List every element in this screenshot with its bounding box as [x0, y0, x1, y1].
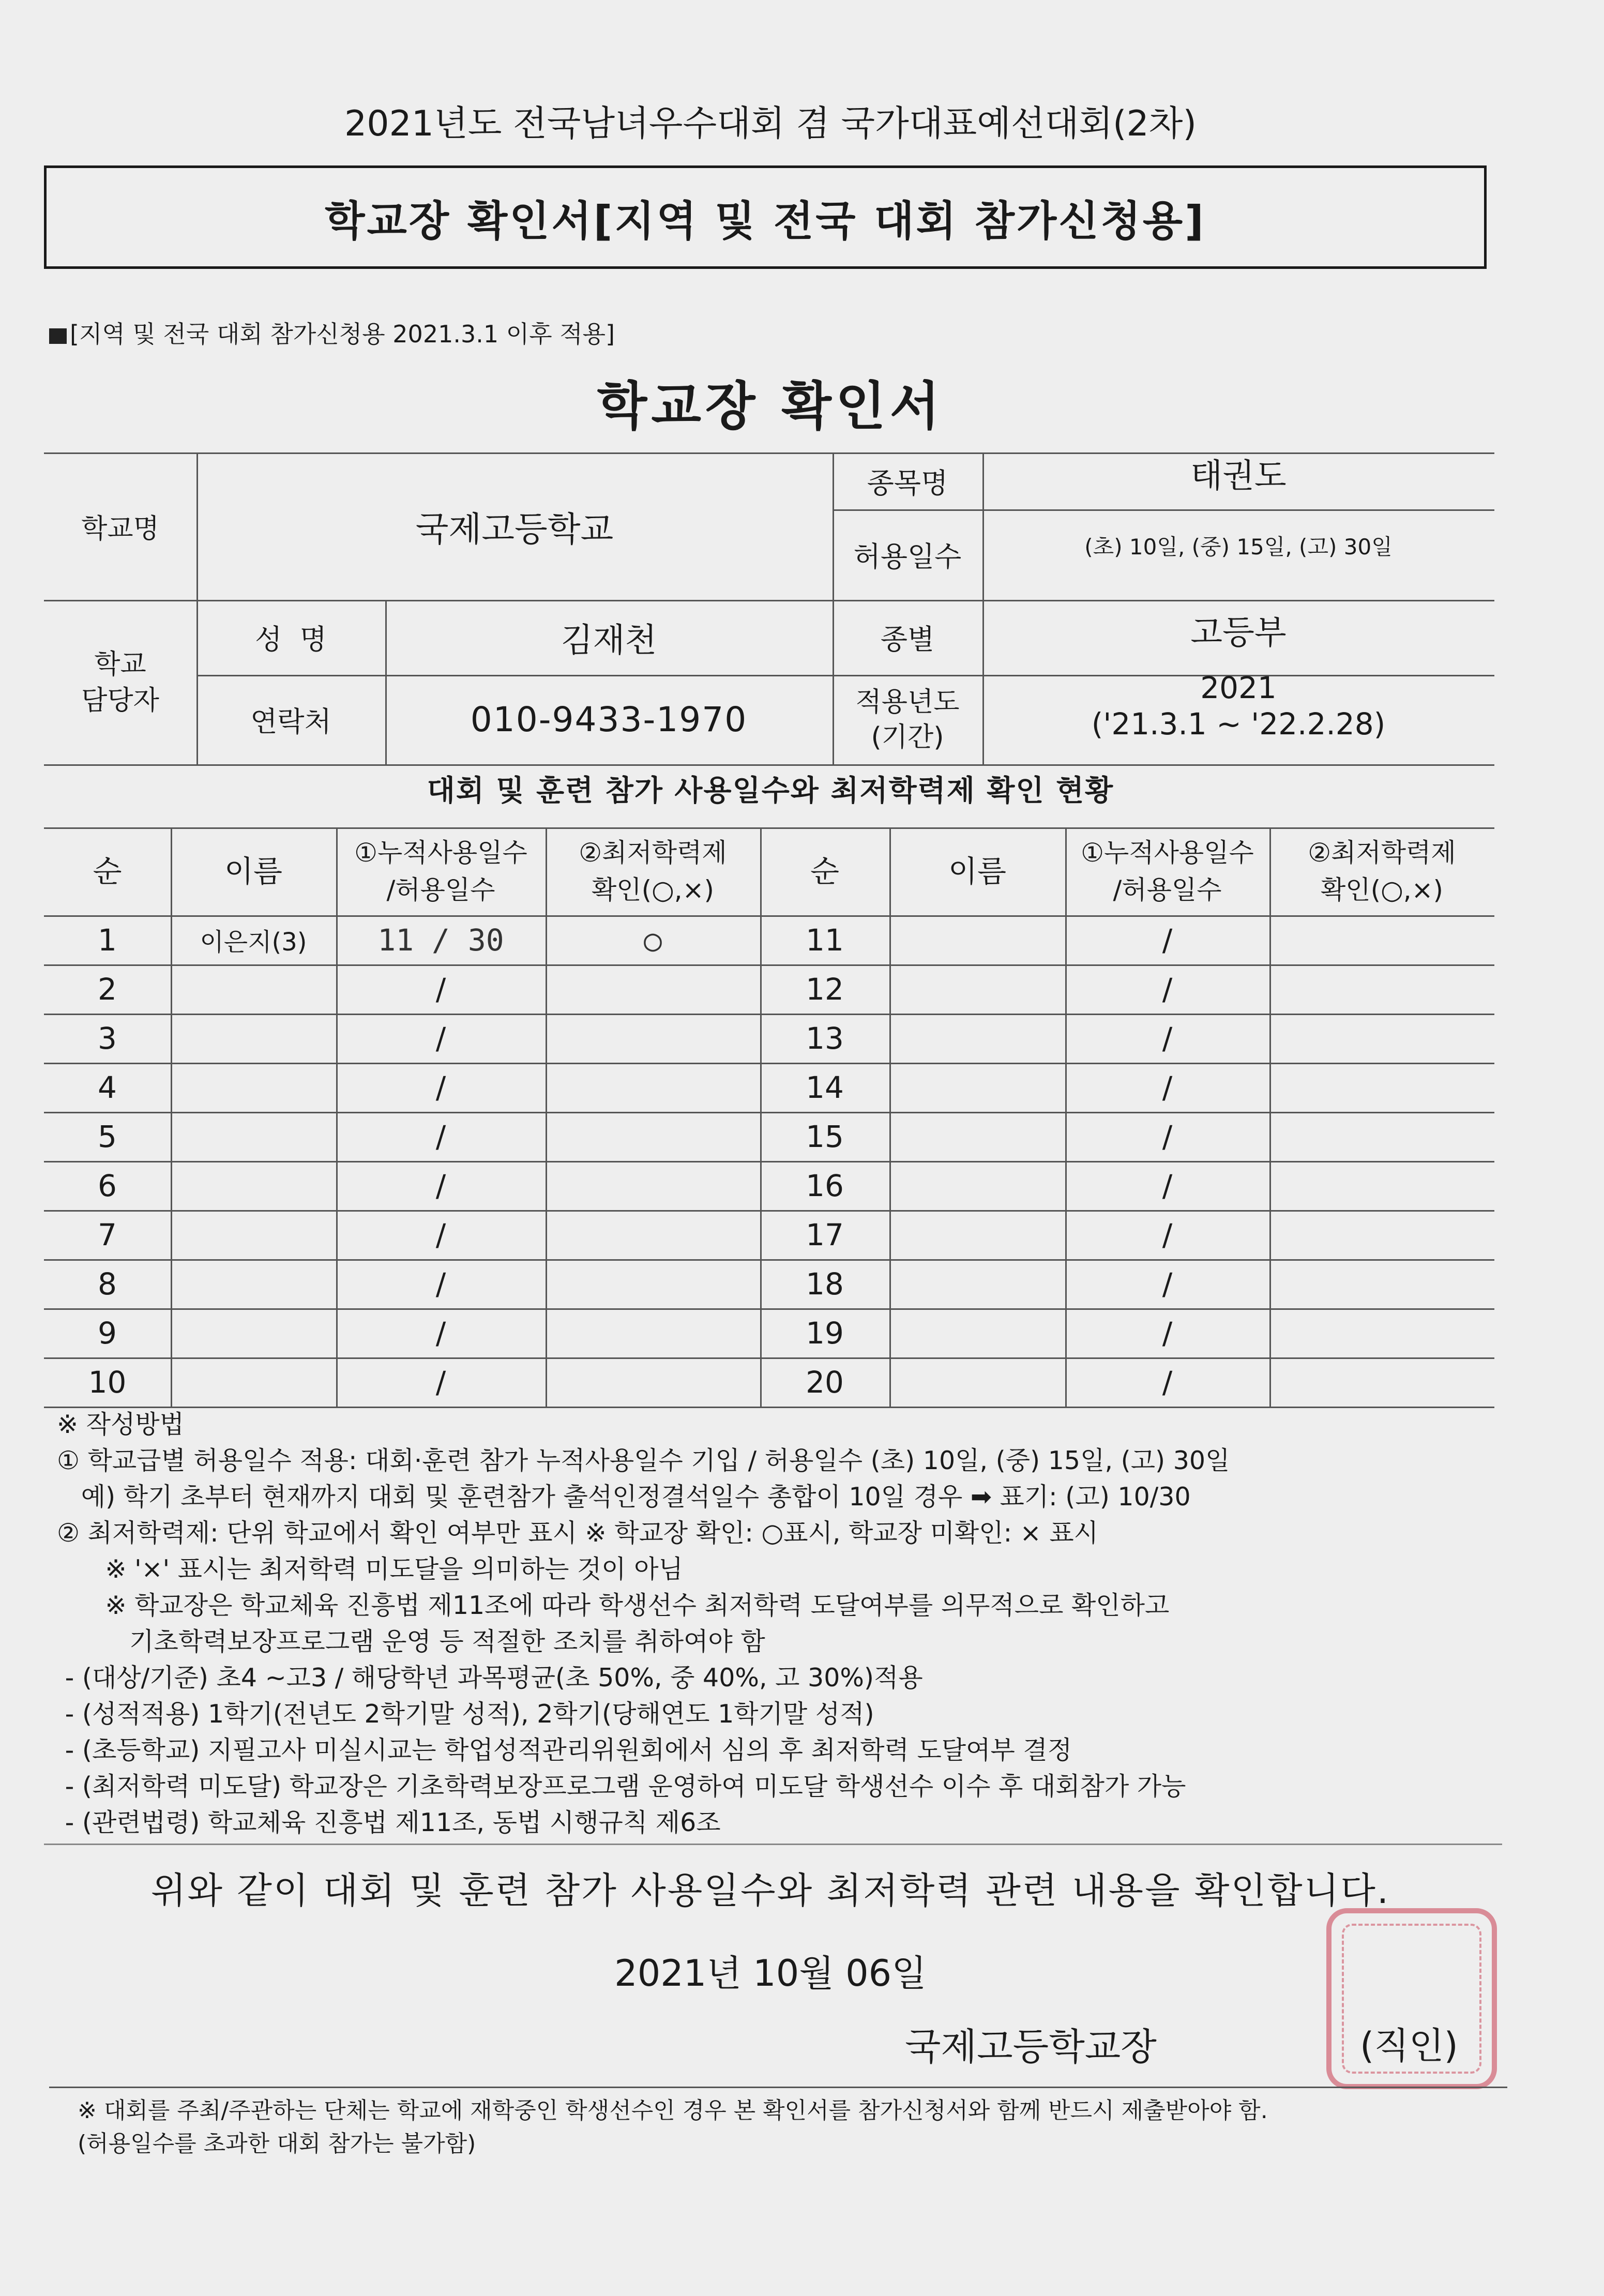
- principal-title: 국제고등학교장: [905, 2025, 1157, 2068]
- allowed-label: 허용일수: [853, 540, 962, 573]
- grid-cell-name: [171, 1357, 336, 1407]
- grid-cell-check: [546, 1259, 760, 1308]
- grid-cell-check: [546, 1357, 760, 1407]
- grid-header-name: 이름: [224, 854, 283, 889]
- form-note: [49, 315, 615, 350]
- grid-cell-no: 19: [806, 1315, 844, 1351]
- form-note-text: [지역 및 전국 대회 참가신청용 2021.3.1 이후 적용]: [70, 320, 615, 348]
- footer-line: ※ 대회를 주최/주관하는 단체는 학교에 재학중인 학생선수인 경우 본 확인서를 참가신청서와 함께 반드시 제출받아야 함.: [78, 2097, 1268, 2124]
- grid-cell-days: /: [435, 971, 446, 1007]
- document-title-box: 학교장 확인서[지역 및 전국 대회 참가신청용]: [44, 165, 1487, 269]
- confirm-statement: 위와 같이 대회 및 훈련 참가 사용일수와 최저학력 관련 내용을 확인합니다.: [150, 1869, 1390, 1912]
- grid-cell-name: [889, 1210, 1065, 1259]
- grid-cell-check: [1269, 1112, 1494, 1161]
- grid-cell-no: 9: [98, 1315, 117, 1351]
- grid-cell-check: [1269, 1161, 1494, 1210]
- grid-cell-name: [171, 1161, 336, 1210]
- note-line: - (성적적용) 1학기(전년도 2학기말 성적), 2학기(당해연도 1학기말 성적): [57, 1699, 874, 1729]
- year-period: ('21.3.1 ~ '22.2.28): [1091, 706, 1386, 742]
- grid-cell-no: 7: [98, 1217, 117, 1252]
- grid-cell-days: /: [1162, 1217, 1173, 1252]
- form-title: 학교장 확인서: [597, 376, 944, 436]
- grid-cell-name: [889, 1014, 1065, 1063]
- grid-cell-no: 5: [98, 1119, 117, 1154]
- name-label: 성 명: [255, 623, 327, 656]
- grid-cell-days: /: [1162, 1315, 1173, 1351]
- grid-cell-name: [889, 964, 1065, 1014]
- grid-cell-no: 2: [98, 971, 117, 1007]
- grid-cell-days: /: [1162, 1020, 1173, 1056]
- grid-cell-check: [1269, 915, 1494, 964]
- grid-cell-days: 11 / 30: [377, 922, 504, 958]
- grid-cell-name: [171, 1014, 336, 1063]
- grid-cell-name: [171, 1210, 336, 1259]
- grid-cell-name: [889, 1063, 1065, 1112]
- note-line: - (초등학교) 지필고사 미실시교는 학업성적관리위원회에서 심의 후 최저학력 도달여부 결정: [57, 1735, 1072, 1765]
- grid-header-name: 이름: [948, 854, 1007, 889]
- note-line: - (최저학력 미도달) 학교장은 기초학력보장프로그램 운영하여 미도달 학생선수 이수 후 대회참가 가능: [57, 1772, 1186, 1801]
- grid-cell-check: [546, 1210, 760, 1259]
- grid-cell-check: [1269, 1014, 1494, 1063]
- school-label: 학교명: [81, 513, 159, 545]
- grid-header-no: 순: [93, 854, 122, 889]
- grid-cell-no: 4: [98, 1069, 117, 1105]
- note-line: ② 최저학력제: 단위 학교에서 확인 여부만 표시 ※ 학교장 확인: ○표시, 학교장 미확인: × 표시: [57, 1518, 1098, 1548]
- grid-cell-no: 6: [98, 1168, 117, 1203]
- grid-header-check: ②최저학력제 확인(○,×): [579, 838, 727, 905]
- grid-cell-no: 13: [806, 1020, 844, 1056]
- grid-cell-check: [1269, 1308, 1494, 1357]
- writing-instructions: [57, 1407, 1505, 1841]
- grid-cell-name: 이은지(3): [200, 928, 307, 957]
- grid-cell-no: 16: [806, 1168, 844, 1203]
- grid-cell-days: /: [1162, 1119, 1173, 1154]
- grid-cell-days: /: [1162, 1168, 1173, 1203]
- status-title: 대회 및 훈련 참가 사용일수와 최저학력제 확인 현황: [427, 774, 1114, 808]
- grid-cell-no: 18: [806, 1266, 844, 1302]
- grid-cell-no: 17: [806, 1217, 844, 1252]
- note-line: ※ 작성방법: [57, 1410, 184, 1439]
- contact-label: 연락처: [250, 705, 331, 738]
- grid-cell-check: [546, 1161, 760, 1210]
- note-line: 기초학력보장프로그램 운영 등 적절한 조치를 취하여야 함: [57, 1627, 765, 1656]
- grid-cell-no: 14: [806, 1069, 844, 1105]
- grid-cell-name: [889, 1357, 1065, 1407]
- grid-cell-no: 1: [98, 922, 117, 958]
- footer-notice: [78, 2094, 1525, 2161]
- year-label: 적용년도 (기간): [855, 686, 960, 753]
- grid-header-no: 순: [810, 854, 840, 889]
- grid-cell-check: [546, 1112, 760, 1161]
- note-line: 예) 학기 초부터 현재까지 대회 및 훈련참가 출석인정결석일수 총합이 10일 경우 ➡ 표기: (고) 10/30: [57, 1482, 1191, 1512]
- note-line: - (대상/기준) 초4 ~고3 / 해당학년 과목평균(초 50%, 중 40%, 고 30%)적용: [57, 1663, 923, 1693]
- note-line: ※ '×' 표시는 최저학력 미도달을 의미하는 것이 아님: [57, 1554, 683, 1584]
- grid-cell-days: /: [435, 1217, 446, 1252]
- allowed-value: (초) 10일, (중) 15일, (고) 30일: [1084, 534, 1393, 560]
- note-line: ※ 학교장은 학교체육 진흥법 제11조에 따라 학생선수 최저학력 도달여부를 의무적으로 확인하고: [57, 1591, 1170, 1620]
- square-bullet-icon: [49, 328, 67, 344]
- note-line: ① 학교급별 허용일수 적용: 대회·훈련 참가 누적사용일수 기입 / 허용일수 (초) 10일, (중) 15일, (고) 30일: [57, 1446, 1230, 1475]
- division-label: 종별: [880, 623, 935, 656]
- event-label: 종목명: [867, 466, 948, 500]
- grid-cell-no: 20: [806, 1364, 844, 1400]
- grid-cell-name: [889, 1112, 1065, 1161]
- grid-cell-days: /: [1162, 1364, 1173, 1400]
- contact-value: 010-9433-1970: [470, 700, 748, 739]
- grid-cell-days: /: [435, 1020, 446, 1056]
- grid-cell-no: 10: [88, 1364, 127, 1400]
- grid-cell-no: 8: [98, 1266, 117, 1302]
- grid-cell-name: [889, 1308, 1065, 1357]
- grid-cell-days: /: [1162, 1266, 1173, 1302]
- issue-date: 2021년 10월 06일: [614, 1952, 927, 1995]
- grid-cell-no: 15: [806, 1119, 844, 1154]
- grid-cell-check: [1269, 964, 1494, 1014]
- grid-cell-check: ○: [644, 922, 662, 958]
- manager-label: 학교 담당자: [81, 649, 159, 716]
- grid-cell-check: [546, 1063, 760, 1112]
- grid-cell-no: 3: [98, 1020, 117, 1056]
- grid-cell-days: /: [435, 1069, 446, 1105]
- grid-header-days: ①누적사용일수 /허용일수: [354, 838, 527, 905]
- grid-cell-name: [171, 1259, 336, 1308]
- grid-cell-check: [1269, 1063, 1494, 1112]
- grid-cell-days: /: [435, 1364, 446, 1400]
- name-value: 김재천: [561, 621, 657, 660]
- grid-cell-check: [546, 1308, 760, 1357]
- grid-cell-days: /: [1162, 922, 1173, 958]
- grid-header-check: ②최저학력제 확인(○,×): [1308, 838, 1456, 905]
- grid-cell-check: [546, 964, 760, 1014]
- grid-cell-name: [171, 964, 336, 1014]
- grid-cell-name: [889, 915, 1065, 964]
- grid-cell-days: /: [1162, 1069, 1173, 1105]
- event-value: 태권도: [1190, 457, 1287, 495]
- grid-cell-no: 11: [806, 922, 844, 958]
- grid-cell-name: [889, 1161, 1065, 1210]
- grid-cell-days: /: [435, 1266, 446, 1302]
- grid-cell-name: [171, 1112, 336, 1161]
- grid-cell-check: [1269, 1357, 1494, 1407]
- grid-cell-days: /: [435, 1119, 446, 1154]
- competition-title: 2021년도 전국남녀우수대회 겸 국가대표예선대회(2차): [344, 103, 1197, 144]
- divider: [44, 1844, 1502, 1845]
- grid-header-days: ①누적사용일수 /허용일수: [1081, 838, 1254, 905]
- footer-divider: [49, 2087, 1507, 2088]
- school-value: 국제고등학교: [415, 509, 614, 549]
- grid-cell-name: [889, 1259, 1065, 1308]
- seal-suffix: (직인): [1360, 2025, 1458, 2067]
- grid-cell-no: 12: [806, 971, 844, 1007]
- grid-cell-check: [1269, 1210, 1494, 1259]
- year-value: 2021: [1200, 670, 1277, 705]
- grid-cell-name: [171, 1308, 336, 1357]
- note-line: - (관련법령) 학교체육 진흥법 제11조, 동법 시행규칙 제6조: [57, 1808, 721, 1837]
- grid-cell-days: /: [435, 1315, 446, 1351]
- footer-line: (허용일수를 초과한 대회 참가는 불가함): [78, 2131, 476, 2157]
- division-value: 고등부: [1190, 613, 1287, 652]
- grid-cell-days: /: [1162, 971, 1173, 1007]
- grid-cell-name: [171, 1063, 336, 1112]
- grid-cell-days: /: [435, 1168, 446, 1203]
- grid-cell-check: [1269, 1259, 1494, 1308]
- grid-cell-check: [546, 1014, 760, 1063]
